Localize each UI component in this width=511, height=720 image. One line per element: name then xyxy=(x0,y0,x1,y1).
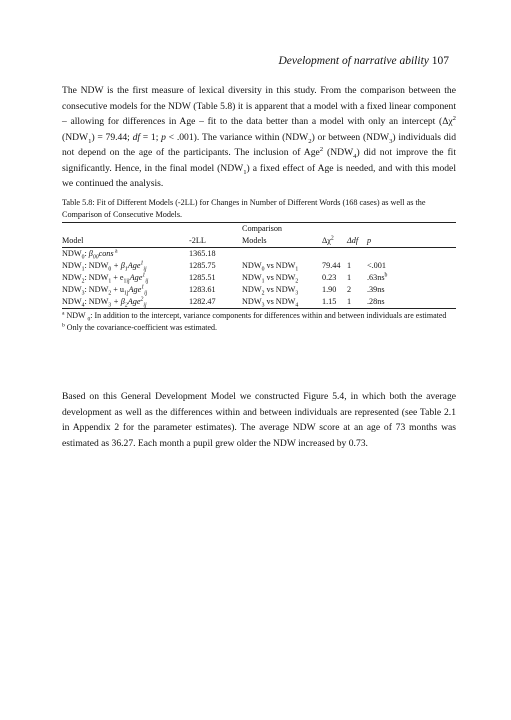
table-row xyxy=(62,284,456,296)
page-number: 107 xyxy=(431,55,449,67)
cell-comparison: $NDW_1$ vs $NDW_2$ xyxy=(242,273,299,285)
cell-comparison: $NDW_2$ vs $NDW_3$ xyxy=(242,285,299,297)
table-header-row xyxy=(62,235,456,248)
cell-ll: 1365.18 xyxy=(189,249,216,258)
cell-chi: 0.23 xyxy=(322,273,337,282)
table-row xyxy=(62,248,456,261)
cell-model: $NDW_3$: $NDW_2 + u_{1j}Age^1_{ij}$ xyxy=(62,284,148,297)
table-note-b: $^b$ Only the covariance-coefficient was estimated. xyxy=(62,321,218,332)
cell-ll: 1283.61 xyxy=(189,285,216,294)
cell-model: $NDW_2$: $NDW_1 + e_{1ij}Age^1_{ij}$ xyxy=(62,272,149,285)
header-ll: -2LL xyxy=(189,236,206,245)
cell-df: 1 xyxy=(347,273,352,282)
cell-comparison: $NDW_0$ vs $NDW_1$ xyxy=(242,261,299,273)
cell-df: 1 xyxy=(347,297,352,306)
table-5-8 xyxy=(62,197,456,333)
table-note-a: $^a$ NDW $_0$: In addition to the intercept, variance components for differences within and between individuals are estimated xyxy=(62,310,447,323)
cell-p: .28ns xyxy=(367,297,385,306)
cell-df: 2 xyxy=(347,285,352,294)
table-header-row-top xyxy=(62,223,456,236)
cell-df xyxy=(347,248,367,261)
cell-model: $NDW_0$: $\beta_{00}cons$ $^a$ xyxy=(62,248,118,261)
table-row xyxy=(62,296,456,309)
paragraph-general-model: Based on this General Development Model we constructed Figure 5.4, in which both the average development as well as the differences within and between individuals are represented (see Table 2.1 in Appendix 2 for the parameter estimates). The average NDW score at an age of 73 months was estimated as 36.27. Each month a pupil grew older the NDW increased by 0.73. xyxy=(62,391,456,449)
cell-chi: 1.90 xyxy=(322,285,337,294)
running-head-title: Development of narrative ability xyxy=(278,55,429,67)
header-models: Models xyxy=(242,236,267,245)
cell-p xyxy=(367,248,456,261)
cell-ll: 1285.75 xyxy=(189,261,216,270)
cell-comparison: $NDW_3$ vs $NDW_4$ xyxy=(242,297,299,309)
cell-ll: 1285.51 xyxy=(189,273,216,282)
cell-comparison xyxy=(242,248,322,261)
table-caption: Table 5.8: Fit of Different Models (-2LL) for Changes in Number of Different Words (168 cases) as well as the Comparison of Consecutive Models. xyxy=(62,198,426,219)
cell-chi: 1.15 xyxy=(322,297,337,306)
cell-p: .39ns xyxy=(367,285,385,294)
header-model: Model xyxy=(62,236,84,245)
header-comparison: Comparison xyxy=(242,224,283,233)
cell-chi: 79.44 xyxy=(322,261,341,270)
running-head xyxy=(278,55,449,67)
cell-model: $NDW_4$: $NDW_3 + \beta_2Age^2_{ij}$ xyxy=(62,296,147,309)
cell-model: $NDW_1$: $NDW_0 + \beta_1Age^1_{ij}$ xyxy=(62,260,147,273)
cell-p: $.63ns^b$ xyxy=(367,272,388,282)
table-notes xyxy=(62,310,456,333)
table-row xyxy=(62,272,456,284)
header-ddf: Δdf xyxy=(347,236,359,245)
cell-p: <.001 xyxy=(367,261,386,270)
cell-ll: 1282.47 xyxy=(189,297,216,306)
paragraph-ndw-intro: The NDW is the first measure of lexical diversity in this study. From the comparison between the consecutive models for the NDW (Table 5.8) it is apparent that a model with a fixed linear component – allowing for differences in Age – fit to the data better than a model with only an intercept ($\Delta\chi^2$ $(NDW_1) = 79.44$; df = 1; p < .001). The variance within $(NDW_2)$ or between $(NDW_3)$ individuals did not depend on the age of the participants. The inclusion of Age$^2$ $(NDW_4)$ did not improve the fit significantly. Hence, in the final model $(NDW_1)$ a fixed effect of Age is needed, and with this model we continued the analysis. xyxy=(62,85,456,189)
table-row xyxy=(62,260,456,272)
header-dchi: $\Delta\chi^2$ xyxy=(322,235,334,245)
cell-df: 1 xyxy=(347,261,352,270)
model-fit-table xyxy=(62,222,456,309)
header-p: p xyxy=(367,236,372,245)
cell-chi xyxy=(322,248,347,261)
